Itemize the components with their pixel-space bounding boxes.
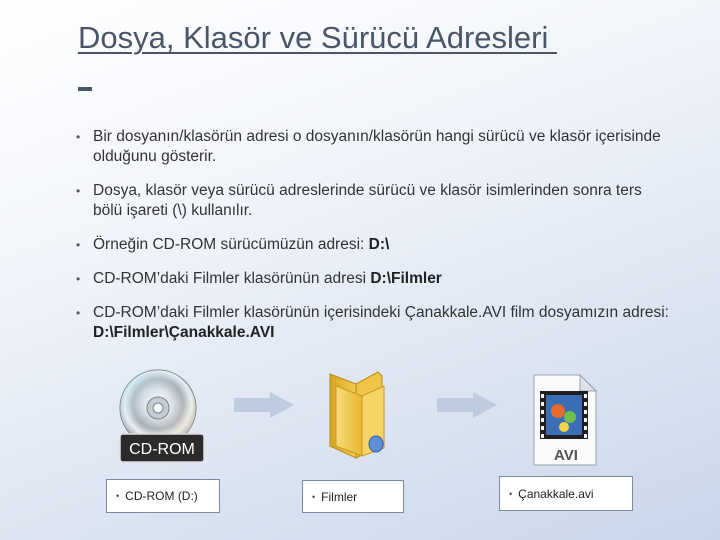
bullet-item: [73, 181, 673, 221]
bullet-item: [73, 303, 673, 343]
cd-rom-icon-label: CD-ROM: [129, 441, 195, 458]
avi-file-icon-label: AVI: [554, 447, 578, 464]
bullet-item: [73, 127, 673, 167]
caption-text: Filmler: [321, 489, 358, 504]
caption-cd-rom: • CD-ROM (D:): [106, 479, 220, 513]
title-dash: [78, 87, 92, 91]
arrow-icon: [234, 392, 294, 418]
caption-filmler: • Filmler: [302, 480, 404, 513]
bullet-text: Örneğin CD-ROM sürücümüzün adresi:: [93, 236, 369, 253]
caption-canakkale: • Çanakkale.avi: [499, 476, 633, 511]
bullet-text: Dosya, klasör veya sürücü adreslerinde sürücü ve klasör isimlerinden sonra ters bölü işareti (\) kullanılır.: [93, 182, 642, 219]
caption-text: CD-ROM (D:): [125, 489, 198, 503]
caption-text: Çanakkale.avi: [518, 486, 594, 501]
bullet-item: [73, 269, 673, 289]
avi-file-icon: [530, 373, 600, 467]
bullet-bold: D:\Filmler\Çanakkale.AVI: [93, 324, 275, 341]
arrow-icon: [437, 392, 497, 418]
bullet-item: [73, 235, 673, 255]
bullet-text: CD-ROM’daki Filmler klasörünün içerisindeki Çanakkale.AVI film dosyamızın adresi:: [93, 304, 669, 321]
bullet-text: Bir dosyanın/klasörün adresi o dosyanın/klasörün hangi sürücü ve klasör içerisinde olduğunu gösterir.: [93, 128, 661, 165]
bullet-bold: D:\Filmler: [370, 270, 442, 287]
cd-rom-icon: [110, 368, 210, 468]
folder-icon: [316, 366, 392, 460]
bullet-text: CD-ROM’daki Filmler klasörünün adresi: [93, 270, 371, 287]
bullet-list: [73, 127, 673, 357]
bullet-bold: D:\: [368, 236, 390, 253]
slide-title: Dosya, Klasör ve Sürücü Adresleri: [78, 20, 557, 55]
